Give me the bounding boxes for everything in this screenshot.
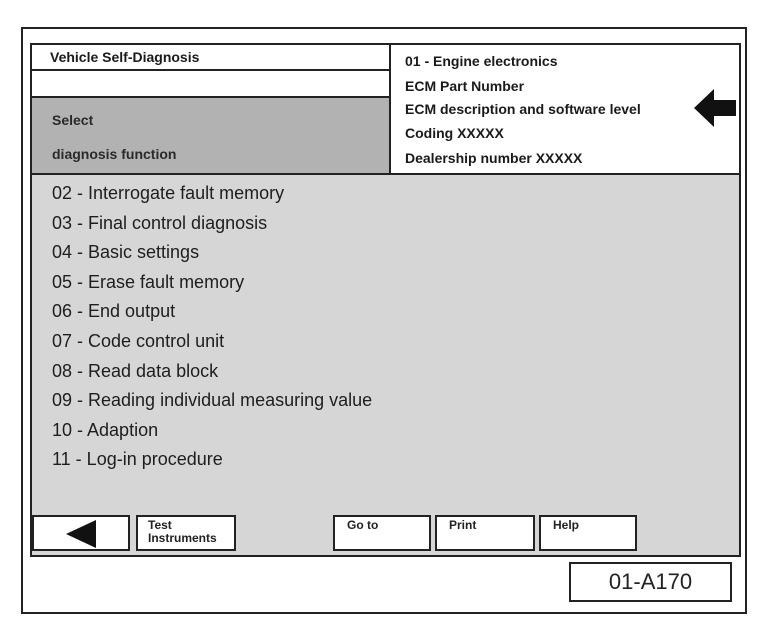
menu-item-03[interactable]: 03 - Final control diagnosis — [52, 212, 268, 233]
control-unit-info-panel — [391, 45, 739, 175]
control-unit-name: 01 - Engine electronics — [405, 53, 558, 69]
title-panel — [32, 45, 391, 98]
menu-item-04[interactable]: 04 - Basic settings — [52, 242, 200, 263]
select-prompt-line-2: diagnosis function — [52, 146, 177, 162]
ecm-description: ECM description and software level — [405, 101, 641, 117]
print-button[interactable] — [435, 515, 535, 551]
goto-label: Go to — [347, 518, 379, 532]
screen-title: Vehicle Self-Diagnosis — [50, 49, 200, 65]
select-prompt-line-1: Select — [52, 112, 94, 128]
function-menu — [52, 179, 372, 475]
print-label: Print — [449, 518, 477, 532]
triangle-left-icon — [66, 520, 96, 548]
back-button[interactable] — [32, 515, 130, 551]
help-button[interactable] — [539, 515, 637, 551]
menu-item-08[interactable]: 08 - Read data block — [52, 360, 219, 381]
test-instruments-label-1: Test — [148, 518, 172, 532]
select-prompt-panel — [32, 98, 391, 175]
help-label: Help — [553, 518, 580, 532]
menu-item-10[interactable]: 10 - Adaption — [52, 419, 159, 440]
menu-item-07[interactable]: 07 - Code control unit — [52, 330, 225, 351]
menu-item-06[interactable]: 06 - End output — [52, 301, 176, 322]
figure-code-label: 01-A170 — [569, 562, 732, 602]
menu-item-09[interactable]: 09 - Reading individual measuring value — [52, 390, 373, 411]
arrow-left-icon — [694, 89, 736, 127]
menu-item-02[interactable]: 02 - Interrogate fault memory — [52, 183, 285, 203]
bottom-toolbar — [32, 513, 739, 555]
coding-value: Coding XXXXX — [405, 125, 504, 141]
menu-item-05[interactable]: 05 - Erase fault memory — [52, 271, 245, 292]
menu-item-11[interactable]: 11 - Log-in procedure — [52, 449, 223, 470]
ecm-part-number: ECM Part Number — [405, 78, 525, 94]
test-instruments-label-2: Instruments — [148, 531, 217, 545]
goto-button[interactable] — [333, 515, 431, 551]
test-instruments-button[interactable] — [136, 515, 236, 551]
dealership-number: Dealership number XXXXX — [405, 150, 583, 166]
diagnosis-screen — [30, 43, 741, 557]
title-divider — [32, 69, 389, 71]
